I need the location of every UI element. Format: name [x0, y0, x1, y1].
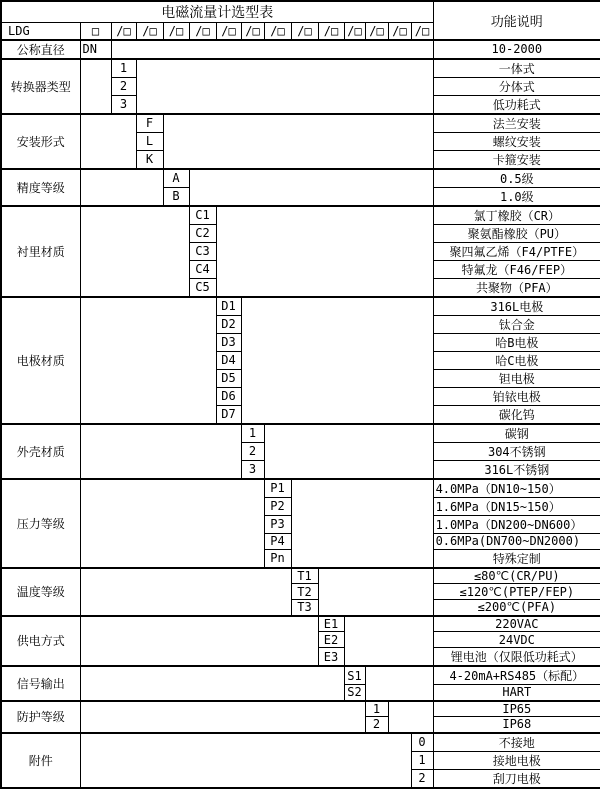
desc-cell: 哈B电极 [433, 333, 600, 351]
code-cell: P3 [264, 515, 291, 533]
code-cell: 2 [365, 717, 388, 733]
desc-cell: 铂铱电极 [433, 387, 600, 405]
desc-cell: 220VAC [433, 616, 600, 632]
code-cell: C1 [189, 206, 216, 225]
desc-cell: HART [433, 685, 600, 701]
section-label-signal-output: 信号输出 [1, 666, 80, 701]
code-cell: L [136, 132, 163, 150]
desc-cell: 316L不锈钢 [433, 460, 600, 479]
desc-cell: 哈C电极 [433, 351, 600, 369]
code-cell: C2 [189, 224, 216, 242]
section-label-protection-rating: 防护等级 [1, 701, 80, 733]
spacer-cell [80, 701, 365, 733]
dn-code-cell: DN [80, 40, 111, 59]
code-cell: K [136, 150, 163, 169]
model-box: □ [80, 23, 111, 40]
code-cell: D1 [216, 297, 241, 316]
desc-cell: 卡箍安装 [433, 150, 600, 169]
model-slot: /□ [163, 23, 189, 40]
spacer-cell [136, 59, 433, 114]
code-cell: S1 [344, 666, 365, 685]
desc-cell: 4-20mA+RS485（标配） [433, 666, 600, 685]
code-cell: D6 [216, 387, 241, 405]
code-cell: S2 [344, 685, 365, 701]
spacer-cell [80, 59, 111, 114]
desc-cell: 1.0级 [433, 187, 600, 206]
code-cell: E1 [318, 616, 344, 632]
desc-cell: 锂电池（仅限低功耗式） [433, 648, 600, 667]
desc-cell: 不接地 [433, 733, 600, 752]
spacer-cell [80, 169, 163, 206]
model-slot: /□ [388, 23, 411, 40]
desc-cell: ≤200℃(PFA) [433, 600, 600, 616]
desc-cell: 10-2000 [433, 40, 600, 59]
desc-cell: 接地电极 [433, 751, 600, 769]
model-slot: /□ [111, 23, 136, 40]
section-label-housing-material: 外壳材质 [1, 424, 80, 479]
model-slot: /□ [365, 23, 388, 40]
code-cell: C3 [189, 242, 216, 260]
desc-cell: 316L电极 [433, 297, 600, 316]
code-cell: Pn [264, 549, 291, 568]
code-cell: T2 [291, 584, 318, 600]
desc-cell: ≤80℃(CR/PU) [433, 568, 600, 584]
code-cell: D4 [216, 351, 241, 369]
desc-cell: 分体式 [433, 77, 600, 95]
section-label-temperature-rating: 温度等级 [1, 568, 80, 616]
code-cell: A [163, 169, 189, 188]
spacer-cell [80, 568, 291, 616]
desc-cell: 刮刀电极 [433, 769, 600, 788]
desc-cell: 氯丁橡胶（CR） [433, 206, 600, 225]
spacer-cell [80, 733, 411, 788]
desc-cell: 钛合金 [433, 315, 600, 333]
spacer-cell [365, 666, 433, 701]
desc-cell: 碳钢 [433, 424, 600, 443]
desc-cell: IP65 [433, 701, 600, 717]
spacer-cell [111, 40, 433, 59]
section-label-converter-type: 转换器类型 [1, 59, 80, 114]
code-cell: 1 [111, 59, 136, 78]
code-cell: 3 [111, 95, 136, 114]
spacer-cell [216, 206, 433, 297]
section-label-power-supply: 供电方式 [1, 616, 80, 667]
section-label-liner-material: 衬里材质 [1, 206, 80, 297]
spacer-cell [189, 169, 433, 206]
code-cell: D5 [216, 369, 241, 387]
spacer-cell [80, 424, 241, 479]
desc-cell: 304不锈钢 [433, 442, 600, 460]
section-label-accuracy-class: 精度等级 [1, 169, 80, 206]
code-cell: P1 [264, 479, 291, 498]
code-cell: 1 [411, 751, 433, 769]
desc-cell: 特殊定制 [433, 549, 600, 568]
code-cell: 0 [411, 733, 433, 752]
code-cell: 1 [241, 424, 264, 443]
desc-cell: 共聚物（PFA） [433, 278, 600, 297]
spacer-cell [80, 297, 216, 424]
desc-cell: 特氟龙（F46/FEP） [433, 260, 600, 278]
spacer-cell [80, 666, 344, 701]
desc-cell: 法兰安装 [433, 114, 600, 133]
spacer-cell [80, 616, 318, 667]
desc-cell: 一体式 [433, 59, 600, 78]
spacer-cell [241, 297, 433, 424]
model-slot: /□ [216, 23, 241, 40]
desc-cell: 钽电极 [433, 369, 600, 387]
desc-cell: 4.0MPa（DN10~150） [433, 479, 600, 498]
code-cell: 1 [365, 701, 388, 717]
section-label-pressure-rating: 压力等级 [1, 479, 80, 568]
model-slot: /□ [291, 23, 318, 40]
desc-cell: 聚氨酯橡胶（PU） [433, 224, 600, 242]
model-prefix: LDG [1, 23, 80, 40]
code-cell: E3 [318, 648, 344, 667]
desc-cell: IP68 [433, 717, 600, 733]
desc-cell: 1.6MPa（DN15~150） [433, 497, 600, 515]
section-label-electrode-material: 电极材质 [1, 297, 80, 424]
code-cell: T1 [291, 568, 318, 584]
desc-cell: 螺纹安装 [433, 132, 600, 150]
model-slot: /□ [264, 23, 291, 40]
code-cell: 2 [241, 442, 264, 460]
code-cell: F [136, 114, 163, 133]
code-cell: 2 [111, 77, 136, 95]
function-desc-header: 功能说明 [433, 1, 600, 40]
code-cell: 3 [241, 460, 264, 479]
code-cell: D3 [216, 333, 241, 351]
section-label-nominal-diameter: 公称直径 [1, 40, 80, 59]
code-cell: D7 [216, 405, 241, 424]
model-slot: /□ [136, 23, 163, 40]
code-cell: C5 [189, 278, 216, 297]
table-title: 电磁流量计选型表 [1, 1, 433, 23]
desc-cell: 聚四氟乙烯（F4/PTFE） [433, 242, 600, 260]
spacer-cell [291, 479, 433, 568]
model-slot: /□ [411, 23, 433, 40]
section-label-accessories: 附件 [1, 733, 80, 788]
spacer-cell [264, 424, 433, 479]
desc-cell: 0.6MPa(DN700~DN2000) [433, 533, 600, 549]
code-cell: C4 [189, 260, 216, 278]
model-slot: /□ [189, 23, 216, 40]
code-cell: E2 [318, 632, 344, 648]
section-label-mounting-style: 安装形式 [1, 114, 80, 169]
desc-cell: 0.5级 [433, 169, 600, 188]
model-slot: /□ [318, 23, 344, 40]
code-cell: P4 [264, 533, 291, 549]
code-cell: D2 [216, 315, 241, 333]
spacer-cell [80, 206, 189, 297]
spacer-cell [163, 114, 433, 169]
spacer-cell [80, 479, 264, 568]
spacer-cell [388, 701, 433, 733]
code-cell: B [163, 187, 189, 206]
spacer-cell [344, 616, 433, 667]
desc-cell: ≤120℃(PTEP/FEP) [433, 584, 600, 600]
spacer-cell [318, 568, 433, 616]
desc-cell: 碳化钨 [433, 405, 600, 424]
code-cell: T3 [291, 600, 318, 616]
model-slot: /□ [344, 23, 365, 40]
desc-cell: 24VDC [433, 632, 600, 648]
desc-cell: 1.0MPa（DN200~DN600） [433, 515, 600, 533]
code-cell: 2 [411, 769, 433, 788]
spacer-cell [80, 114, 136, 169]
model-slot: /□ [241, 23, 264, 40]
desc-cell: 低功耗式 [433, 95, 600, 114]
code-cell: P2 [264, 497, 291, 515]
